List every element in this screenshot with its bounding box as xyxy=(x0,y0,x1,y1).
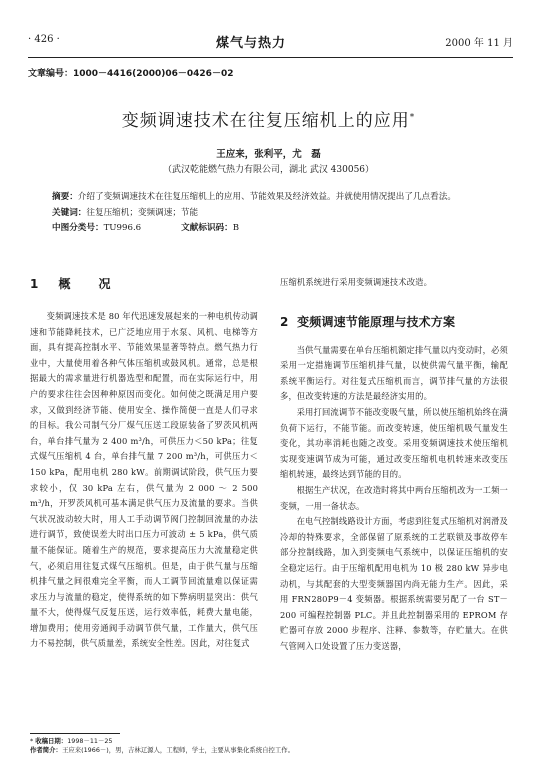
received-date: * 收稿日期：1998－11－25 xyxy=(30,737,113,745)
abstract-block xyxy=(52,190,485,237)
keywords-label: 关键词： xyxy=(52,207,87,218)
doc-code-value: B xyxy=(232,223,240,233)
issue-date: 2000 年 11 月 xyxy=(445,38,513,49)
section-2-number: 2 xyxy=(280,314,289,329)
abstract xyxy=(52,190,485,206)
keywords-text: 往复压缩机；变频调速；节能 xyxy=(86,207,199,218)
footnote xyxy=(30,737,294,755)
footnote-rule xyxy=(30,733,120,734)
author-bio xyxy=(30,746,294,755)
section-1-heading xyxy=(30,275,258,293)
left-column xyxy=(30,275,258,652)
right-column xyxy=(280,275,508,654)
clc-value: TU996.6 xyxy=(103,223,142,233)
page-number: · 426 · xyxy=(28,34,60,45)
header-rule xyxy=(28,57,513,58)
classification xyxy=(52,221,485,237)
doc-code-label: 文献标识码： xyxy=(181,223,233,233)
abstract-label: 摘要： xyxy=(52,192,78,202)
title-footnote-mark: * xyxy=(409,112,416,123)
section-1-number: 1 xyxy=(30,277,47,291)
section-2-heading xyxy=(280,313,508,331)
author-bio-text: 王应来(1966－)，男，吉林辽源人，工程师，学士，主要从事集化系统自控工作。 xyxy=(61,746,295,754)
abstract-text: 介绍了变频调速技术在往复压缩机上的应用、节能效果及经济效益。并就使用情况提出了几点看法。 xyxy=(77,192,456,202)
section-1-paragraph: 变频调速技术是 80 年代迅速发展起来的一种电机传动调速和节能降耗技术，已广泛地应用于水泵、风机、电梯等方面，具有提高控制水平、节能效果显著等特点。燃气热力行业中，大量使用着各种气体压缩机或鼓风机。通常，总是根据最大的需求量进行机器选型和配置，而在实际运行中，用户的要求往往会因种种原因而变化。如何使之既满足用户要求，又做到经济节能、使用安全、操作简便一直是人们寻求的目标。我公司制气分厂煤气压送工段原装备了罗茨风机两台，单台排气量为 2 400 m³/h，可供压力＜50 kPa；往复式煤气压缩机 4 台，单台排气量 7 200 m³/h，可供压力＜150 kPa，配用电机 280 kW。前期调试阶段，供气压力要求较小，仅 30 kPa 左右，供气量为 2 000 ～ 2 500 m³/h，开罗茨风机可基本满足供气压力及流量的要求。当供气状况波动较大时，用人工手动调节阀门控制回流量的办法进行调节，致使误差大时出口压力可波动 ± 5 kPa，供气质量不能保证。随着生产的规范，要求提高压力大流量稳定供气，必须启用往复式煤气压缩机。但是，由于供气量与压缩机排气量之间很难完全平衡，而人工调节回流量难以保证需求压力与流量的稳定，使得系统的如下弊病明显突出：供气量不大，使得煤气反复压送，运行效率低，耗费大量电能，增加费用；使用旁通阀手动调节供气量，工作量大，供气压力不易控制，供气质量差，系统安全性差。因此，对往复式 xyxy=(30,311,258,649)
section-2-paragraph: 根据生产状况，在改造时将其中两台压缩机改为一工频一变频，一用一备状态。 xyxy=(280,484,508,511)
continued-text: 压缩机系统进行采用变频调速技术改造。 xyxy=(280,277,433,287)
authors: 王应来，张利平，尤 磊 xyxy=(216,149,321,160)
paper-title-text: 变频调速技术在往复压缩机上的应用 xyxy=(121,111,410,131)
clc-label: 中图分类号： xyxy=(52,223,104,233)
section-2-paragraph: 当供气量需要在单台压缩机额定排气量以内变动时，必须采用一定措施调节压缩机排气量，以使供需气量平衡，输配系统平衡运行。对往复式压缩机而言，调节排气量的方法很多，但改变转速的方法是最经济实用的。 xyxy=(280,344,508,402)
section-2-paragraph: 在电气控制线路设计方面，考虑到往复式压缩机对润滑及冷却的特殊要求，全部保留了原系统的工艺联锁及事故停车部分控制线路，加入到变频电气系统中，以保证压缩机的安全稳定运行。由于压缩机配用电机为 10 极 280 kW 异步电动机，与其配套的大型变频器国内尚无能力生产。因此，采用 FRN280P9－4 变频器。根据系统需要另配了一台 ST－200 可编程控制器 PLC。并且此控制器采用的 EPROM 存贮器可存放 2000 步程序、注释、参数等，存贮量大。在供气管网入口处设置了压力变送器， xyxy=(280,516,508,651)
section-1-title: 概 况 xyxy=(58,277,119,291)
running-header xyxy=(28,34,513,52)
received-value: 1998－11－25 xyxy=(67,737,113,745)
received-label: 收稿日期： xyxy=(35,737,68,745)
keywords xyxy=(52,206,485,222)
affiliation: （武汉乾能燃气热力有限公司，湖北 武汉 430056） xyxy=(162,165,375,175)
journal-name: 煤气与热力 xyxy=(216,36,287,51)
section-2-title: 变频调速节能原理与技术方案 xyxy=(297,314,456,329)
article-number: 文章编号：1000－4416(2000)06－0426－02 xyxy=(28,69,234,79)
paper-title xyxy=(0,106,537,131)
section-2-paragraph: 采用打回流调节不能改变吸气量，所以使压缩机始终在满负荷下运行，不能节能。而改变转速，使压缩机吸气量发生变化，其功率消耗也随之改变。采用变频调速技术使压缩机实现变速调节成为可能，通过改变压缩机电机转速来改变压缩机转速，最终达到节能的目的。 xyxy=(280,406,508,480)
author-bio-label: 作者简介： xyxy=(30,746,62,754)
